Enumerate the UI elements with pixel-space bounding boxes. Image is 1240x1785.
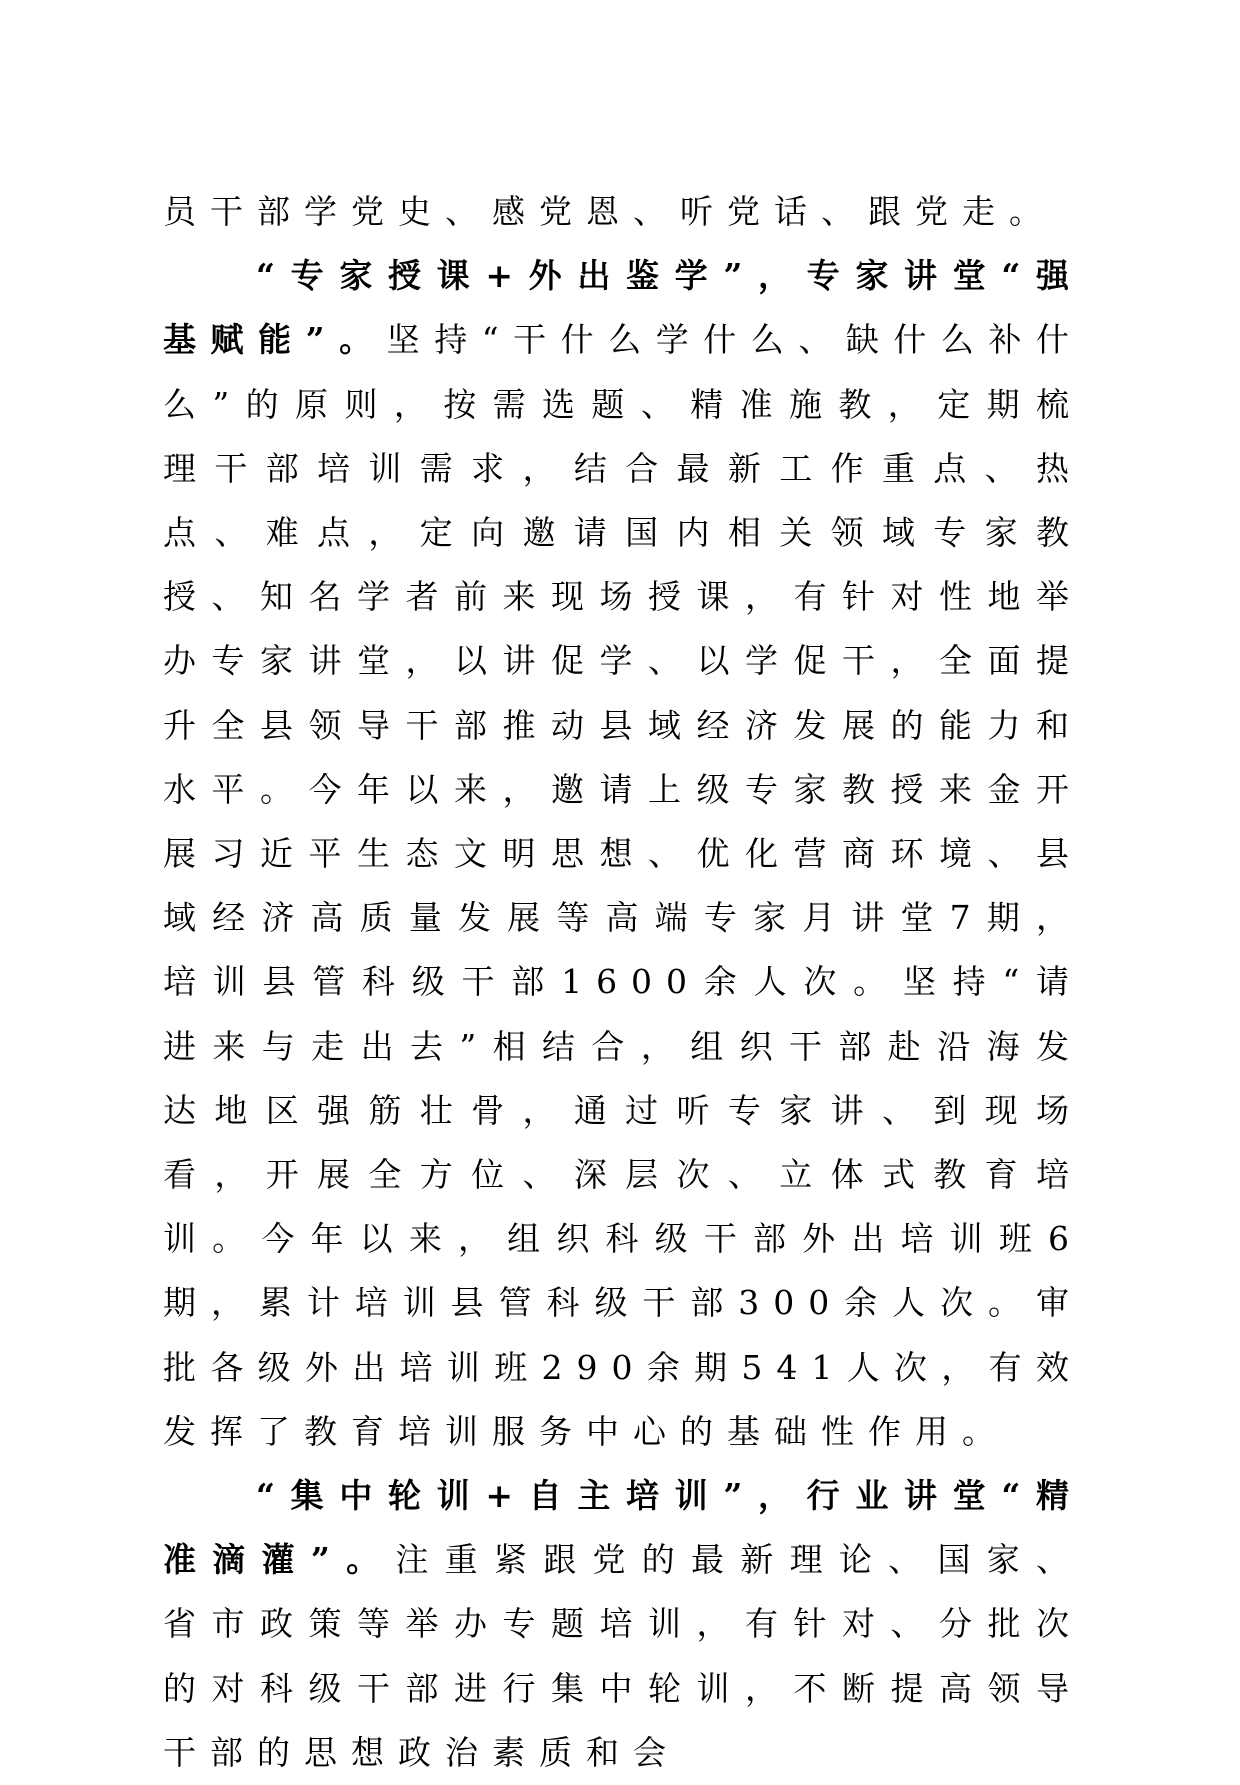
paragraph-heading: “专家授课+外出鉴学”，专家讲堂“强基赋能”。	[163, 256, 1083, 360]
paragraph-expert-lectures	[163, 244, 1083, 1464]
document-body	[163, 180, 1083, 1785]
paragraph-text: 注重紧跟党的最新理论、国家、省市政策等举办专题培训，有针对、分批次的对科级干部进行集中轮训，不断提高领导干部的思想政治素质和会	[163, 1540, 1083, 1772]
paragraph-text: 员干部学党史、感党恩、听党话、跟党走。	[163, 192, 1056, 231]
paragraph-continuation	[163, 180, 1083, 244]
paragraph-heading: “集中轮训+自主培训”，行业讲堂“精准滴灌”。	[163, 1476, 1083, 1580]
paragraph-industry-lectures	[163, 1464, 1083, 1785]
paragraph-text: 坚持“干什么学什么、缺什么补什么”的原则，按需选题、精准施教，定期梳理干部培训需求，结合最新工作重点、热点、难点，定向邀请国内相关领域专家教授、知名学者前来现场授课，有针对性地举办专家讲堂，以讲促学、以学促干，全面提升全县领导干部推动县域经济发展的能力和水平。今年以来，邀请上级专家教授来金开展习近平生态文明思想、优化营商环境、县域经济高质量发展等高端专家月讲堂7期，培训县管科级干部1600余人次。坚持“请进来与走出去”相结合，组织干部赴沿海发达地区强筋壮骨，通过听专家讲、到现场看，开展全方位、深层次、立体式教育培训。今年以来，组织科级干部外出培训班6期，累计培训县管科级干部300余人次。审批各级外出培训班290余期541人次，有效发挥了教育培训服务中心的基础性作用。	[163, 320, 1083, 1451]
